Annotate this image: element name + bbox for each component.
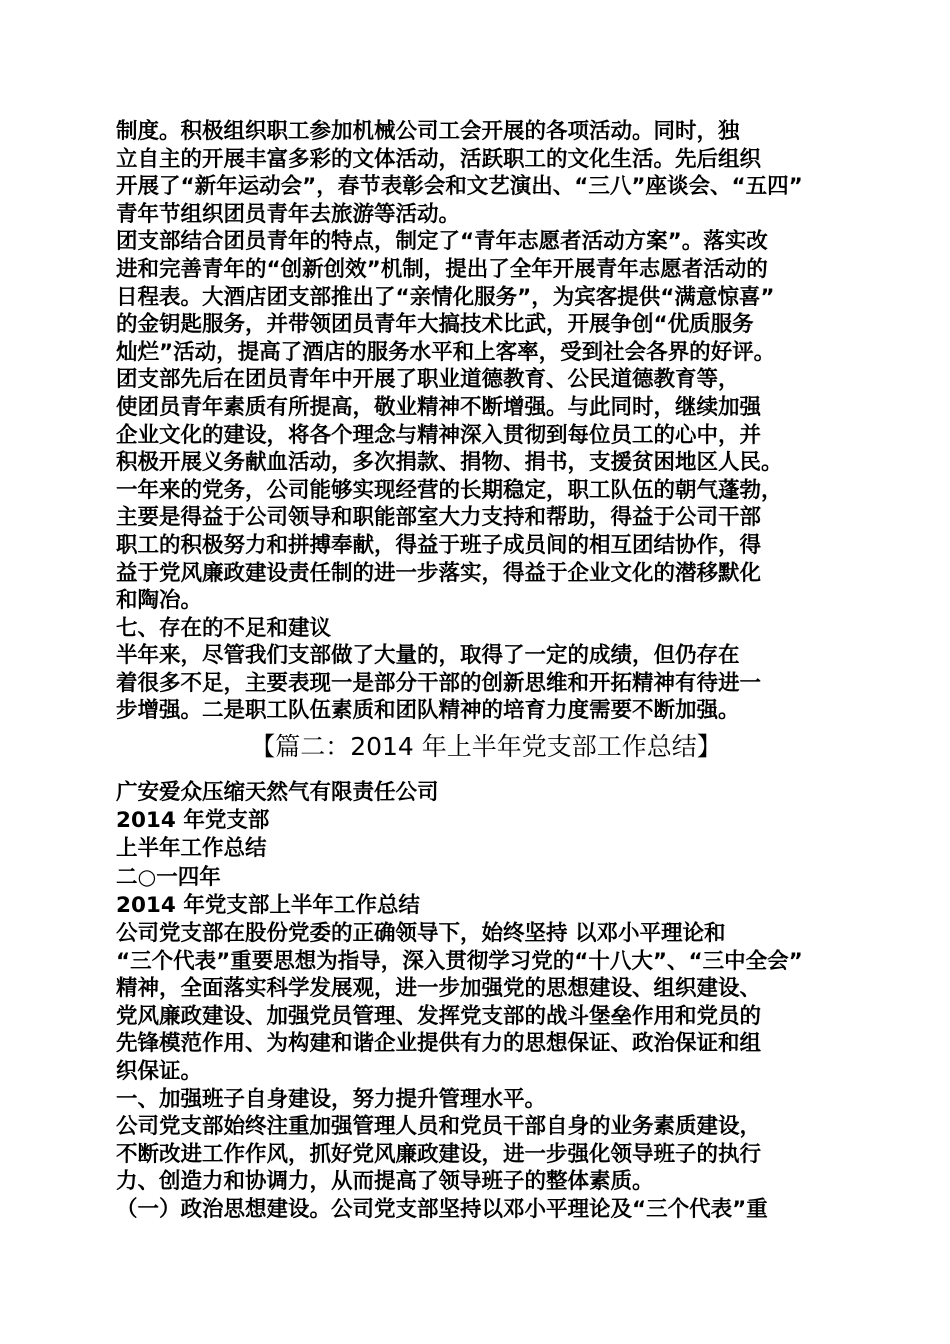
text-line: 着很多不足，主要表现一是部分干部的创新思维和开拓精神有待进一: [116, 670, 762, 696]
cover-line: 2014 年党支部: [116, 808, 270, 834]
text-line: 职工的积极努力和拼搏奉献，得益于班子成员间的相互团结协作，得: [116, 532, 762, 558]
company-name: 广安爱众压缩天然气有限责任公司: [116, 780, 439, 806]
paragraph-education: [116, 366, 856, 614]
text-line: 精神，全面落实科学发展观，进一步加强党的思想建设、组织建设、: [116, 976, 762, 1002]
text-line: 公司党支部在股份党委的正确领导下，始终坚持 以邓小平理论和: [116, 921, 726, 947]
text-line: 公司党支部始终注重加强管理人员和党员干部自身的业务素质建设，: [116, 1114, 762, 1140]
paragraph-shortcomings: [116, 642, 856, 725]
paragraph-activities: [116, 118, 856, 228]
text-line: 一年来的党务，公司能够实现经营的长期稳定，职工队伍的朝气蓬勃，: [116, 477, 783, 503]
text-line: 益于党风廉政建设责任制的进一步落实，得益于企业文化的潜移默化: [116, 560, 762, 586]
article-title: 【篇二：2014 年上半年党支部工作总结】: [250, 732, 722, 762]
text-line: 灿烂”活动，提高了酒店的服务水平和上客率，受到社会各界的好评。: [116, 339, 776, 365]
cover-line: 上半年工作总结: [116, 836, 267, 862]
text-line: 使团员青年素质有所提高，敬业精神不断增强。与此同时，继续加强: [116, 394, 762, 420]
report-title: 2014 年党支部上半年工作总结: [116, 892, 420, 918]
text-line: 团支部结合团员青年的特点，制定了“青年志愿者活动方案”。落实改: [116, 229, 768, 255]
text-line: 先锋模范作用、为构建和谐企业提供有力的思想保证、政治保证和组: [116, 1031, 762, 1057]
section-heading-team-building: [116, 1086, 856, 1114]
text-line: 立自主的开展丰富多彩的文体活动，活跃职工的文化生活。先后组织: [116, 146, 762, 172]
text-line: 和陶冶。: [116, 588, 203, 614]
text-line: 开展了“新年运动会”，春节表彰会和文艺演出、“三八”座谈会、“五四”: [116, 174, 803, 200]
paragraph-team-building: [116, 1113, 856, 1196]
paragraph-youth-league: [116, 228, 856, 366]
paragraph-intro: [116, 920, 856, 1086]
heading-text: 一、加强班子自身建设，努力提升管理水平。: [116, 1086, 547, 1112]
text-line: 力、创造力和协调力，从而提高了领导班子的整体素质。: [116, 1169, 654, 1195]
text-line: 制度。积极组织职工参加机械公司工会开展的各项活动。同时，独: [116, 119, 740, 144]
cover-block: [116, 779, 856, 920]
paragraph-political: [116, 1196, 856, 1224]
text-line: “三个代表”重要思想为指导，深入贯彻学习党的“十八大”、“三中全会”: [116, 948, 803, 974]
document-page: [116, 118, 856, 1224]
text-line: （一）政治思想建设。公司党支部坚持以邓小平理论及“三个代表”重: [116, 1197, 768, 1223]
text-line: 的金钥匙服务，并带领团员青年大搞技术比武，开展争创“优质服务: [116, 312, 754, 338]
cover-date: 二○一四年: [116, 864, 221, 890]
text-line: 主要是得益于公司领导和职能部室大力支持和帮助，得益于公司干部: [116, 505, 762, 531]
text-line: 步增强。二是职工队伍素质和团队精神的培育力度需要不断加强。: [116, 698, 740, 724]
text-line: 党风廉政建设、加强党员管理、发挥党支部的战斗堡垒作用和党员的: [116, 1003, 762, 1029]
text-line: 企业文化的建设，将各个理念与精神深入贯彻到每位员工的心中，并: [116, 422, 762, 448]
text-line: 织保证。: [116, 1059, 203, 1085]
text-line: 不断改进工作作风，抓好党风廉政建设，进一步强化领导班子的执行: [116, 1141, 762, 1167]
text-line: 日程表。大酒店团支部推出了“亲情化服务”，为宾客提供“满意惊喜”: [116, 284, 775, 310]
text-line: 进和完善青年的“创新创效”机制，提出了全年开展青年志愿者活动的: [116, 256, 768, 282]
text-line: 半年来，尽管我们支部做了大量的，取得了一定的成绩，但仍存在: [116, 643, 740, 669]
section-heading-shortcomings: [116, 615, 856, 643]
heading-text: 七、存在的不足和建议: [116, 615, 332, 641]
text-line: 青年节组织团员青年去旅游等活动。: [116, 201, 461, 227]
text-line: 积极开展义务献血活动，多次捐款、捐物、捐书，支援贫困地区人民。: [116, 450, 783, 476]
text-line: 团支部先后在团员青年中开展了职业道德教育、公民道德教育等，: [116, 367, 740, 393]
